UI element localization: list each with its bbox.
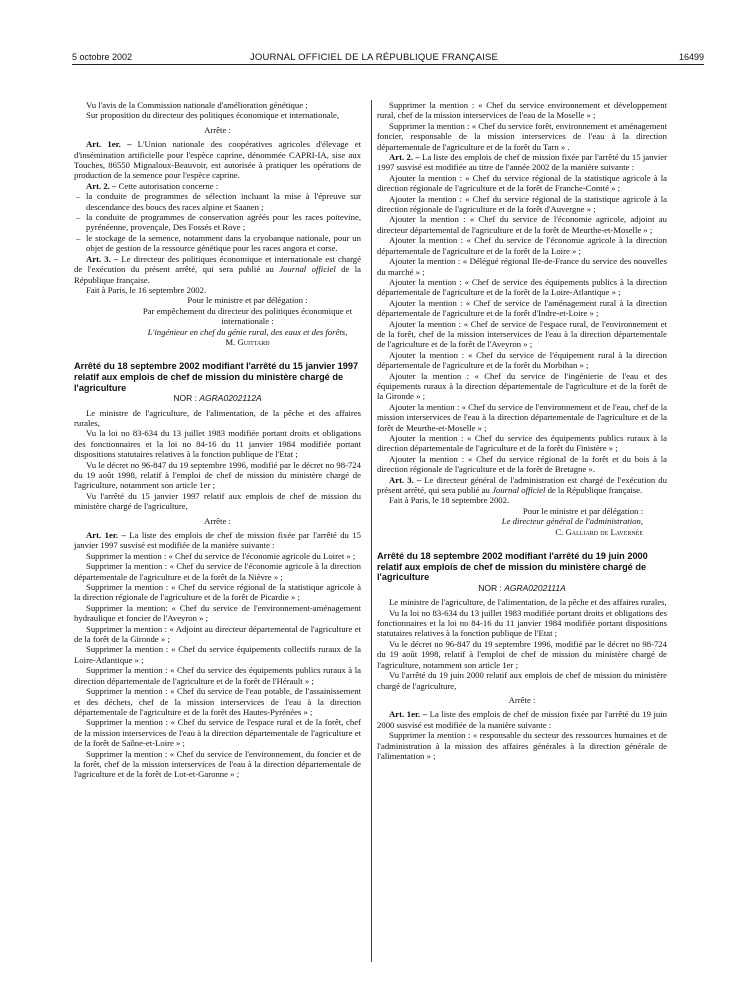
article-text: de la République française.: [547, 485, 643, 496]
article-1: [377, 709, 667, 730]
list-item: Ajouter la mention : « Délégué régional Ile-de-France du service des nouvelles du marché » ;: [377, 256, 667, 277]
article-label: Art. 2. –: [389, 152, 420, 163]
page-header: [0, 0, 748, 64]
list-item: Supprimer la mention: « Chef du service de l'environnement-aménagement hydraulique et foncier de l'Aveyron » ;: [74, 602, 361, 624]
list-item: Ajouter la mention : « Chef du service régional de la statistique agricole à la direction régionale de l'agriculture et de la forêt de Franche-Comté » ;: [377, 172, 667, 194]
article-text: de la République française.: [74, 264, 361, 285]
list-item: Ajouter la mention : « Chef de service de l'espace rural, de l'environnement et de la forêt, chef de la mission interservices de l'eau à la direction départementale de l'agriculture et de la forêt de l'Aveyron » ;: [377, 318, 667, 350]
paragraph: Vu la loi no 83-634 du 13 juillet 1983 modifiée portant droits et obligations des fonctionnaires et la loi no 84-16 du 11 janvier 1984 modifiée portant dispositions statutaires relatives à la fonction publique de l'Etat ;: [377, 607, 667, 639]
list-item: Supprimer la mention : « Chef du service des équipements publics ruraux à la direction départementale de l'agriculture et de la forêt de l'Hérault » ;: [74, 665, 361, 686]
article-3: [377, 475, 667, 496]
article-text: La liste des emplois de chef de mission fixée par l'arrêté du 15 janvier 1997 susvisé est modifiée au titre de l'année 2002 de la manière suivante :: [377, 152, 668, 173]
arrete-heading: Arrête :: [204, 515, 231, 526]
paragraph: Vu l'arrêté du 19 juin 2000 relatif aux emplois de chef de mission du ministère chargé de l'agriculture,: [377, 670, 667, 691]
page-number: 16499: [678, 52, 704, 62]
article-label: Art. 3. –: [389, 474, 422, 485]
list-item: Supprimer la mention : « responsable du secteur des ressources humaines et de l'administration à la mission des affaires générales à la direction générale de l'alimentation » ;: [377, 730, 667, 761]
arrete-heading: Arrête :: [204, 124, 231, 135]
list-item: Ajouter la mention : « Chef du service régional de la forêt et du bois à la direction régionale de l'agriculture et de la forêt de Bretagne ».: [377, 453, 667, 475]
list-item: Ajouter la mention : « Chef du service de l'économie agricole à la direction départementale de l'agriculture et de la forêt de la Loire » ;: [377, 235, 667, 256]
article-text: Cette autorisation concerne :: [118, 180, 219, 191]
decree-title: Arrêté du 18 septembre 2002 modifiant l'arrêté du 15 janvier 1997 relatif aux emplois de chef de mission du ministère chargé de l'agriculture: [74, 361, 359, 393]
nor-label: NOR :: [478, 582, 502, 593]
nor-label: NOR :: [173, 393, 198, 404]
list-item: Supprimer la mention : « Adjoint au directeur départemental de l'agriculture et de la forêt de la Gironde » ;: [74, 623, 361, 645]
list-item: Ajouter la mention : « Chef du service des équipements publics ruraux à la direction départementale de l'agriculture et de la forêt du Finistère » ;: [377, 433, 667, 454]
paragraph: Vu le décret no 96-847 du 19 septembre 1996, modifié par le décret no 98-724 du 19 août 1998, relatif à l'emploi de chef de mission du ministère chargé de l'agriculture, notamment son article 1er ;: [74, 459, 361, 491]
fait-line: Fait à Paris, le 18 septembre 2002.: [389, 495, 510, 506]
decree-title: Arrêté du 18 septembre 2002 modifiant l'arrêté du 19 juin 2000 relatif aux emplois de chef de mission du ministère chargé de l'agriculture: [377, 551, 648, 583]
header-date: 5 octobre 2002: [72, 52, 133, 62]
article-2: [74, 181, 361, 191]
list-item: Supprimer la mention : « Chef du service de l'espace rural et de la forêt, chef de la mission interservices de l'eau à la direction départementale de l'agriculture et de la forêt de Saône-et-Loire » ;: [74, 717, 361, 749]
article-label: Art. 2. –: [86, 180, 117, 191]
nor-reference: [74, 393, 361, 403]
article-label: Art. 3. –: [86, 253, 119, 264]
article-3: [74, 254, 361, 285]
article-text: L'Union nationale des coopératives agricoles d'élevage et d'insémination artificielle pour l'espèce caprine, dénommée CAPRI-IA, sise aux Touches, 86550 Mignaloux-Beauvoir, est autorisée à pratiquer les opérations de production de la semence pour l'espèce caprine.: [74, 139, 362, 181]
list-item: – la conduite de programmes de sélection incluant la mise à l'épreuve sur descendance des boucs des races alpine et Saanen ;: [74, 191, 361, 212]
column-divider: [371, 100, 372, 962]
paragraph: Le ministre de l'agriculture, de l'alimentation, de la pêche et des affaires rurales,: [389, 597, 667, 608]
signatory: C. Galliard de Lavernée: [555, 526, 643, 537]
fait-line: Fait à Paris, le 16 septembre 2002.: [86, 284, 207, 295]
left-column: [74, 100, 361, 780]
signature-line: Par empêchement du directeur des politiques économique et internationale :: [142, 305, 353, 327]
list-item: Ajouter la mention : « Chef de service de l'aménagement rural à la direction départementale de l'agriculture et de la forêt d'Indre-et-Loire » ;: [377, 297, 667, 319]
signature-title: Le directeur général de l'administration,: [501, 516, 643, 527]
list-item: Ajouter la mention : « Chef du service de l'environnement et de l'eau, chef de la mission interservices de l'eau à la direction départementale de l'agriculture et de la forêt de Meurthe-et-Moselle » ;: [377, 401, 667, 433]
list-item: Supprimer la mention : « Chef du service de l'environnement, du foncier et de la forêt, chef de la mission interservices de l'eau à la direction départementale de l'agriculture et de la forêt de Lot-et-Garonne » ;: [74, 748, 361, 780]
arrete-heading: Arrête :: [508, 694, 536, 705]
article-1: [74, 530, 361, 551]
paragraph: Vu le décret no 96-847 du 19 septembre 1996, modifié par le décret no 98-724 du 19 août 1998, relatif à l'emploi de chef de mission du ministère chargé de l'agriculture, notamment son article 1er ;: [377, 638, 667, 670]
list-item: Supprimer la mention : « Chef du service de l'eau potable, de l'assainissement et des déchets, chef de la mission interservices de l'eau à la direction départementale de l'agriculture et de la forêt des Hautes-Pyrénées » ;: [74, 686, 361, 717]
signature-line: Pour le ministre et par délégation :: [522, 505, 643, 516]
paragraph: Vu l'arrêté du 15 janvier 1997 relatif aux emplois de chef de mission du ministère chargé de l'agriculture,: [74, 490, 361, 512]
article-2: [377, 152, 667, 173]
article-label: Art. 1er. –: [389, 709, 428, 720]
signature-line: Pour le ministre et par délégation :: [187, 295, 308, 306]
list-item: Ajouter la mention : « Chef du service de l'équipement rural à la direction départementale de l'agriculture et de la forêt du Morbihan » ;: [377, 349, 667, 371]
list-item: Supprimer la mention : « Chef du service de l'économie agricole du Loiret » ;: [86, 550, 356, 561]
paragraph: Le ministre de l'agriculture, de l'alimentation, de la pêche et des affaires rurales,: [74, 407, 361, 428]
paragraph: Vu l'avis de la Commission nationale d'amélioration génétique ;: [86, 100, 308, 110]
paragraph: Sur proposition du directeur des politiques économique et internationale,: [86, 110, 340, 121]
list-item: Ajouter la mention : « Chef de service des équipements publics à la direction départementale de l'agriculture et de la forêt de la Loire-Atlantique » ;: [377, 276, 667, 298]
article-text: Le directeur des politiques économique et internationale est chargé de l'exécution du présent arrêté, qui sera publié au: [74, 253, 362, 275]
list-item: Ajouter la mention : « Chef du service régional de la statistique agricole à la direction régionale de l'agriculture et de la forêt d'Auvergne » ;: [377, 193, 667, 215]
article-label: Art. 1er. –: [86, 139, 132, 150]
nor-code: AGRA0202111A: [504, 582, 566, 593]
list-item: Supprimer la mention : « Chef du service environnement et développement rural, chef de la mission interservices de l'eau de la Moselle » ;: [377, 100, 667, 121]
list-item: Supprimer la mention : « Chef du service de l'économie agricole à la direction départementale de l'agriculture et de la forêt de la Nièvre » ;: [74, 561, 361, 582]
journal-ref: Journal officiel: [279, 264, 336, 275]
list-item: – la conduite de programmes de conservation agréés pour les races poitevine, pyrénéenne, provençale, Des Fossés et Rove ;: [74, 212, 361, 233]
nor-code: AGRA0202112A: [199, 393, 262, 404]
right-column: [377, 100, 667, 761]
list-item: – le stockage de la semence, notamment dans la cryobanque nationale, pour un objet de gestion de la ressource génétique pour les races angora et corse.: [74, 233, 361, 254]
journal-ref: Journal officiel: [492, 485, 546, 496]
paragraph: Vu la loi no 83-634 du 13 juillet 1983 modifiée portant droits et obligations des fonctionnaires et la loi no 84-16 du 11 janvier 1984 modifiée portant dispositions statutaires relatives à la fonction publique de l'Etat ;: [74, 428, 361, 460]
header-rule: [72, 64, 704, 65]
list-item: Supprimer la mention : « Chef du service forêt, environnement et aménagement foncier, responsable de la mission interservices de l'eau à la direction départementale de l'agriculture et de la forêt du Tarn » .: [377, 120, 667, 152]
signature-title: L'ingénieur en chef du génie rural, des eaux et des forêts,: [147, 326, 348, 337]
article-label: Art. 1er. –: [86, 530, 126, 540]
list-item: Supprimer la mention : « Chef du service équipements collectifs ruraux de la Loire-Atlantique » ;: [74, 644, 361, 665]
journal-title: JOURNAL OFFICIEL DE LA RÉPUBLIQUE FRANÇAISE: [249, 52, 499, 63]
list-item: Supprimer la mention : « Chef du service régional de la statistique agricole à la direction régionale de l'agriculture et de la forêt de Picardie » ;: [74, 582, 361, 603]
article-text: La liste des emplois de chef de mission fixée par l'arrêté du 19 juin 2000 susvisé est modifiée de la manière suivante :: [377, 709, 668, 730]
list-item: Ajouter la mention : « Chef du service de l'économie agricole, adjoint au directeur départemental de l'agriculture et de la forêt de Meurthe-et-Moselle » ;: [377, 214, 667, 235]
article-text: Le directeur général de l'administration est chargé de l'exécution du présent arrêté, qui sera publié au: [377, 474, 667, 496]
article-1: [74, 139, 361, 181]
signatory: M. Guittard: [225, 336, 270, 347]
article-text: La liste des emplois de chef de mission fixée par l'arrêté du 15 janvier 1997 susvisé est modifiée de la manière suivante :: [74, 530, 361, 551]
list-item: Ajouter la mention : « Chef du service de l'ingénierie de l'eau et des équipements ruraux à la direction départementale de l'agriculture et de la forêt de la Gironde » ;: [377, 370, 667, 402]
nor-reference: [377, 583, 667, 593]
